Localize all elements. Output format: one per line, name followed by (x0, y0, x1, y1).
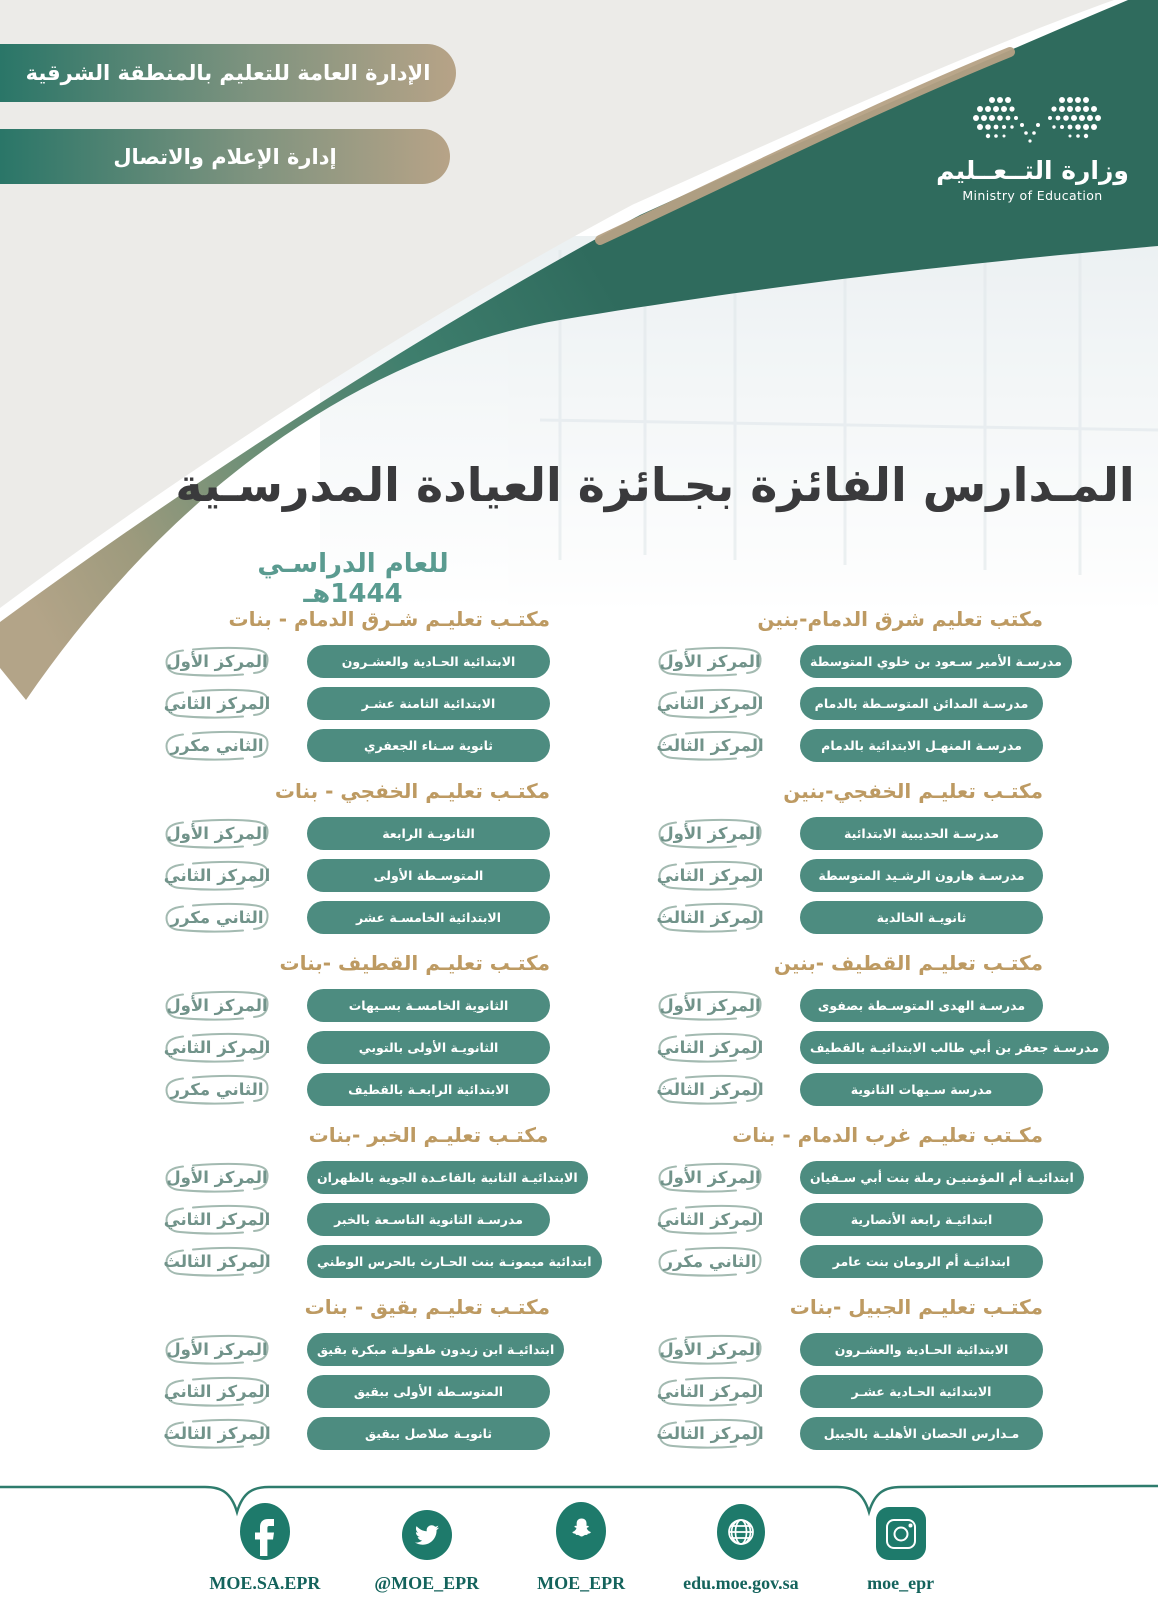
award-row (656, 1031, 1099, 1064)
twitter-icon (402, 1502, 452, 1560)
section-rows (163, 817, 550, 934)
award-row (163, 1161, 578, 1194)
award-row (656, 1417, 1043, 1450)
ministry-logo (925, 92, 1140, 203)
rank-label: المركز الثالث (656, 1080, 764, 1099)
rank-stamp (656, 1245, 764, 1278)
rank-stamp (656, 1031, 764, 1064)
page-title: المـدارس الفائزة بجـائزة العيادة المدرسـية (175, 458, 1135, 512)
rank-stamp (656, 645, 764, 678)
school-pill: مدرسـة المنهـل الابتدائية بالدمام (800, 729, 1043, 762)
award-row (656, 901, 1043, 934)
award-row (656, 859, 1043, 892)
rank-stamp (656, 1203, 764, 1236)
rank-stamp (656, 687, 764, 720)
social-strip (0, 1502, 1158, 1594)
section-title: مكتب تعليم شرق الدمام-بنين (757, 607, 1043, 631)
section-title: مكتـب تعليـم القطيف -بنات (279, 951, 550, 975)
award-section (656, 778, 1043, 934)
award-row (163, 859, 550, 892)
award-row (163, 1031, 550, 1064)
award-row (656, 1245, 1043, 1278)
award-row (163, 817, 550, 850)
school-pill: مدرسة سـيهات الثانوية (800, 1073, 1043, 1106)
school-pill: الابتدائية الحـادية والعشـرون (307, 645, 550, 678)
instagram-icon (876, 1502, 926, 1560)
rank-stamp (656, 1333, 764, 1366)
section-rows (656, 645, 1062, 762)
section-title: مكـتب تعليـم غرب الدمام - بنات (732, 1123, 1043, 1147)
section-rows (656, 1161, 1074, 1278)
award-row (163, 901, 550, 934)
rank-label: المركز الأول (659, 1340, 761, 1359)
column-left (163, 606, 592, 1466)
social-label: @MOE_EPR (374, 1573, 480, 1593)
ministry-name-english: Ministry of Education (962, 188, 1103, 203)
award-row (163, 1203, 550, 1236)
rank-label: المركز الثاني (656, 866, 764, 885)
social-label: MOE_EPR (537, 1573, 626, 1593)
page-subtitle: للعام الدراسـي 1444هـ (257, 549, 449, 609)
school-pill: الثانوية الخامسـة بسـيهات (307, 989, 550, 1022)
rank-label: المركز الثالث (163, 1424, 271, 1443)
award-section (656, 606, 1062, 762)
rank-stamp (163, 1161, 271, 1194)
school-pill: المتوسـطة الأولى ببقيق (307, 1375, 550, 1408)
award-row (656, 729, 1043, 762)
rank-label: الثاني مكرر (170, 1080, 264, 1099)
rank-label: المركز الثاني (163, 866, 271, 885)
award-row (163, 1417, 550, 1450)
school-pill: ابتدائيـة أم الرومان بنت عامر (800, 1245, 1043, 1278)
social-item-twitter[interactable] (374, 1502, 479, 1594)
globe-icon (717, 1502, 765, 1560)
rank-label: المركز الأول (166, 1168, 268, 1187)
rank-stamp (163, 1203, 271, 1236)
rank-label: الثاني مكرر (170, 736, 264, 755)
rank-stamp (163, 1375, 271, 1408)
rank-label: المركز الأول (166, 996, 268, 1015)
rank-stamp (163, 1031, 271, 1064)
rank-stamp (656, 1375, 764, 1408)
rank-stamp (163, 645, 271, 678)
rank-label: المركز الثاني (163, 1382, 271, 1401)
award-row (656, 1375, 1043, 1408)
rank-stamp (656, 901, 764, 934)
award-row (163, 989, 550, 1022)
rank-label: المركز الأول (659, 996, 761, 1015)
social-label: edu.moe.gov.sa (683, 1573, 799, 1593)
ministry-name-arabic: وزارة التــعــليم (936, 156, 1129, 185)
school-pill: مدرسـة الحديبية الابتدائية (800, 817, 1043, 850)
social-item-website[interactable] (683, 1502, 799, 1594)
rank-label: المركز الأول (166, 824, 268, 843)
rank-stamp (163, 901, 271, 934)
award-section (163, 1122, 592, 1278)
section-title: مكتـب تعليـم بقيق - بنات (304, 1295, 550, 1319)
section-title: مكتـب تعليـم القطيف -بنين (773, 951, 1043, 975)
school-pill: مدرسـة الأمير سـعود بن خلوي المتوسطة (800, 645, 1072, 678)
social-item-snapchat[interactable] (533, 1502, 629, 1594)
rank-label: المركز الثاني (656, 1210, 764, 1229)
award-row (656, 1203, 1043, 1236)
school-pill: الثانويـة الأولى بالتوبي (307, 1031, 550, 1064)
section-rows (656, 1333, 1043, 1450)
rank-stamp (163, 989, 271, 1022)
rank-label: المركز الثالث (656, 1424, 764, 1443)
rank-stamp (656, 989, 764, 1022)
award-section (163, 1294, 555, 1450)
school-pill: المتوسـطة الأولى (307, 859, 550, 892)
social-item-facebook[interactable] (209, 1502, 320, 1594)
section-title: مكتـب تعليـم الخفجي - بنات (274, 779, 550, 803)
ministry-emblem-icon (958, 92, 1108, 148)
school-pill: مـدارس الحصان الأهليـة بالجبيل (800, 1417, 1043, 1450)
award-section (656, 1122, 1074, 1278)
school-pill: الابتدائيـة الثانية بالقاعـدة الجوية بالظهران (307, 1161, 588, 1194)
school-pill: ابتدائيـة أم المؤمنيـن رملة بنت أبي سـفيان (800, 1161, 1084, 1194)
rank-stamp (163, 729, 271, 762)
rank-stamp (163, 687, 271, 720)
snapchat-icon (556, 1502, 606, 1560)
banner-media-department: إدارة الإعلام والاتصال (0, 129, 450, 184)
banner-general-administration: الإدارة العامة للتعليم بالمنطقة الشرقية (0, 44, 456, 102)
school-pill: مدرسـة الثانوية التاسـعة بالخبر (307, 1203, 550, 1236)
award-section (163, 950, 550, 1106)
rank-label: المركز الثاني (163, 1210, 271, 1229)
award-section (656, 950, 1099, 1106)
rank-stamp (163, 1417, 271, 1450)
social-label: moe_epr (867, 1573, 935, 1593)
rank-label: المركز الأول (659, 824, 761, 843)
rank-label: المركز الثالث (656, 908, 764, 927)
rank-label: المركز الأول (166, 1340, 268, 1359)
school-pill: الابتدائية الثامنة عشـر (307, 687, 550, 720)
section-rows (163, 1333, 555, 1450)
section-title: مكتـب تعليـم الجبيل -بنات (789, 1295, 1043, 1319)
rank-label: المركز الثاني (656, 1038, 764, 1057)
award-row (163, 1073, 550, 1106)
section-rows (163, 989, 550, 1106)
section-rows (656, 817, 1043, 934)
rank-stamp (656, 859, 764, 892)
rank-label: الثاني مكرر (170, 908, 264, 927)
award-row (163, 729, 550, 762)
section-title: مكتـب تعليـم الخفجي-بنين (783, 779, 1043, 803)
school-pill: ثانوية سـناء الجعفري (307, 729, 550, 762)
rank-label: المركز الثالث (656, 736, 764, 755)
award-row (656, 687, 1043, 720)
school-pill: الابتدائية الحـادية والعشـرون (800, 1333, 1043, 1366)
section-rows (656, 989, 1099, 1106)
rank-label: المركز الثاني (656, 1382, 764, 1401)
rank-stamp (656, 1417, 764, 1450)
award-row (656, 989, 1043, 1022)
award-row (163, 687, 550, 720)
award-row (163, 1333, 555, 1366)
rank-stamp (656, 817, 764, 850)
award-section (656, 1294, 1043, 1450)
social-item-instagram[interactable] (853, 1502, 949, 1594)
school-pill: مدرسـة جعفر بن أبي طالب الابتدائيـة بالقطيف (800, 1031, 1109, 1064)
rank-label: الثاني مكرر (663, 1252, 757, 1271)
school-pill: مدرسـة هارون الرشـيد المتوسطة (800, 859, 1043, 892)
award-row (163, 1375, 550, 1408)
rank-stamp (163, 817, 271, 850)
rank-label: المركز الثاني (163, 694, 271, 713)
school-pill: ثانويـة صلاصل ببقيق (307, 1417, 550, 1450)
rank-label: المركز الأول (659, 1168, 761, 1187)
school-pill: ابتدائيـة رابعة الأنصارية (800, 1203, 1043, 1236)
award-section (163, 606, 550, 762)
school-pill: الابتدائية الخامسـة عشر (307, 901, 550, 934)
section-rows (163, 645, 550, 762)
rank-stamp (163, 859, 271, 892)
award-row (656, 1161, 1074, 1194)
rank-label: المركز الأول (659, 652, 761, 671)
column-right (656, 606, 1099, 1466)
award-row (163, 1245, 592, 1278)
award-row (656, 1073, 1043, 1106)
school-pill: مدرسـة الهدى المتوسـطة بصفوى (800, 989, 1043, 1022)
rank-label: المركز الأول (166, 652, 268, 671)
rank-stamp (656, 1161, 764, 1194)
rank-label: المركز الثالث (163, 1252, 271, 1271)
award-section (163, 778, 550, 934)
school-pill: الثانويـة الرابعة (307, 817, 550, 850)
rank-stamp (163, 1073, 271, 1106)
facebook-icon (240, 1502, 290, 1560)
rank-stamp (163, 1245, 271, 1278)
rank-label: المركز الثاني (656, 694, 764, 713)
school-pill: مدرسـة المدائن المتوسـطة بالدمام (800, 687, 1043, 720)
rank-stamp (163, 1333, 271, 1366)
section-title: مكتـب تعليـم شـرق الدمام - بنات (228, 607, 550, 631)
rank-stamp (656, 729, 764, 762)
award-row (163, 645, 550, 678)
award-row (656, 1333, 1043, 1366)
school-pill: ثانويـة الخالدية (800, 901, 1043, 934)
section-title: مكتـب تعليـم الخبر -بنات (308, 1123, 549, 1147)
school-pill: ابتدائيـة ابن زيدون طفولـة مبكرة بقيق (307, 1333, 564, 1366)
rank-label: المركز الثاني (163, 1038, 271, 1057)
section-rows (163, 1161, 592, 1278)
social-label: MOE.SA.EPR (209, 1573, 321, 1593)
school-pill: الابتدائية الرابعـة بالقطيف (307, 1073, 550, 1106)
rank-stamp (656, 1073, 764, 1106)
award-row (656, 645, 1062, 678)
award-row (656, 817, 1043, 850)
school-pill: الابتدائية الحـادية عشـر (800, 1375, 1043, 1408)
school-pill: ابتدائية ميمونـة بنت الحـارث بالحرس الوطني (307, 1245, 602, 1278)
